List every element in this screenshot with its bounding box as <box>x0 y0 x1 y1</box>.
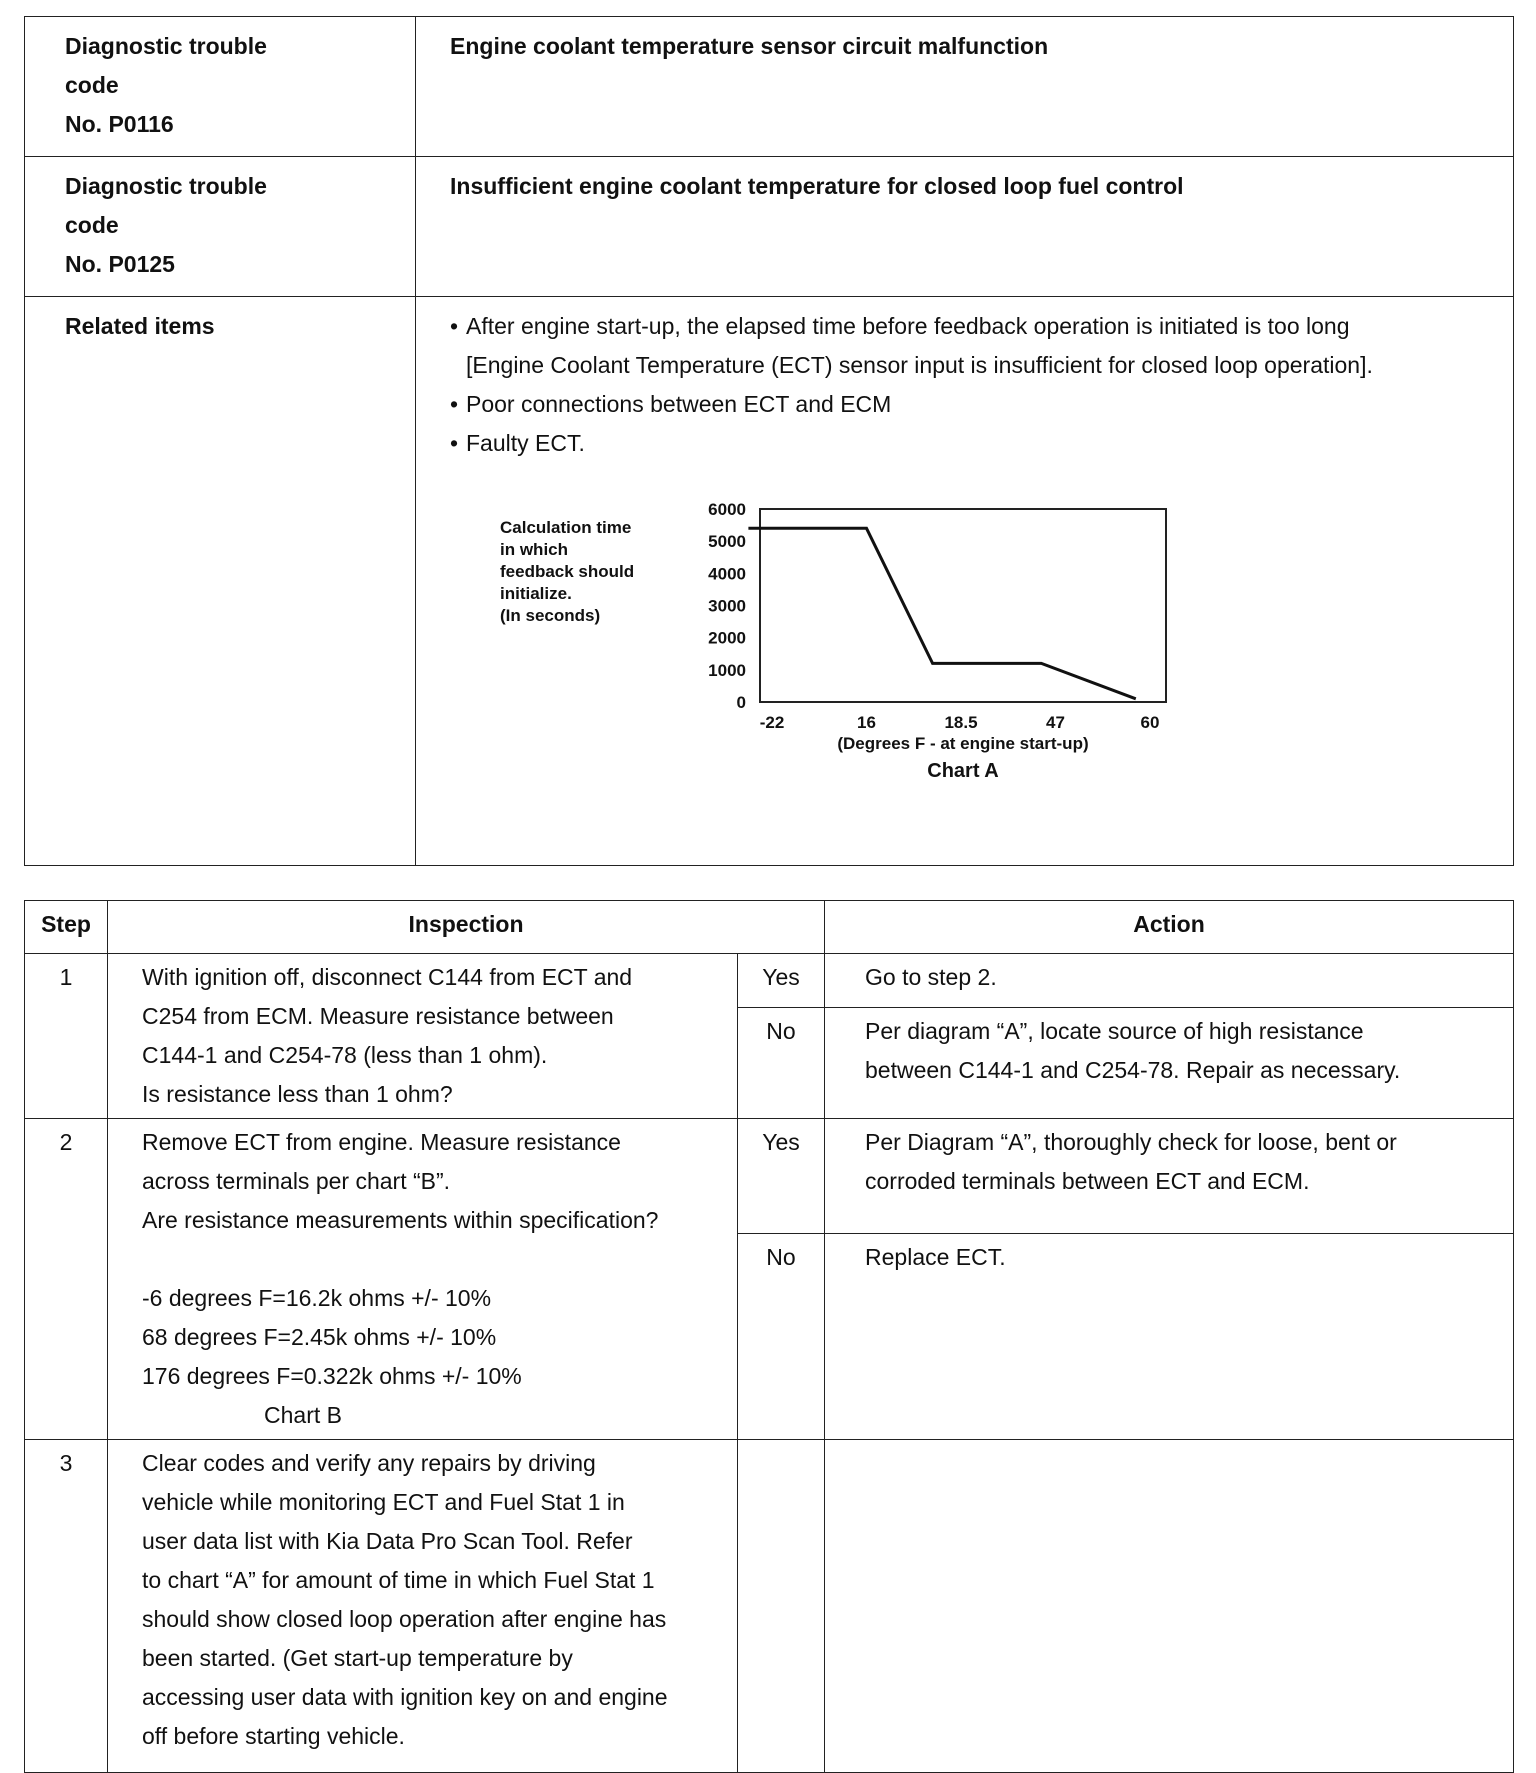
chart-title: Chart A <box>927 760 999 782</box>
step-row-1 <box>25 954 1514 1008</box>
spec-line: 68 degrees F=2.45k ohms +/- 10% <box>142 1324 497 1350</box>
inspection-line: across terminals per chart “B”. <box>142 1168 451 1194</box>
inspection-line: off before starting vehicle. <box>142 1723 405 1749</box>
step-inspection <box>108 1440 738 1773</box>
inspection-line: to chart “A” for amount of time in which Fuel Stat 1 <box>142 1567 655 1593</box>
inspection-line: Are resistance measurements within specification? <box>142 1207 659 1233</box>
chart-ylabel-line: feedback should <box>500 562 635 581</box>
chart-y-ticks <box>708 500 746 712</box>
related-item <box>450 385 1493 424</box>
inspection-line: been started. (Get start-up temperature by <box>142 1645 573 1671</box>
related-item <box>450 307 1493 385</box>
no-action <box>825 1234 1514 1440</box>
chart-ylabel-line: in which <box>500 540 568 559</box>
inspection-line: Remove ECT from engine. Measure resistance <box>142 1129 621 1155</box>
chart-plot-frame <box>760 509 1166 702</box>
chart-series <box>748 528 1135 699</box>
related-item <box>450 424 1493 463</box>
chart-y-tick-label: 0 <box>736 693 746 712</box>
action-line: Go to step 2. <box>865 964 997 990</box>
chart-y-tick-label: 2000 <box>708 628 746 648</box>
related-item-text: After engine start-up, the elapsed time before feedback operation is initiated is too long <box>466 313 1350 339</box>
inspection-line: should show closed loop operation after engine has <box>142 1606 667 1632</box>
dtc-label <box>25 157 416 297</box>
action-empty <box>825 1440 1514 1773</box>
action-header: Action <box>825 901 1514 954</box>
spec-line: 176 degrees F=0.322k ohms +/- 10% <box>142 1363 522 1389</box>
related-items-list <box>450 307 1493 463</box>
step-header: Step <box>25 901 108 954</box>
step-inspection <box>108 1119 738 1440</box>
inspection-line: C254 from ECM. Measure resistance between <box>142 1003 614 1029</box>
chart-x-tick-label: 16 <box>857 713 876 732</box>
inspection-line: vehicle while monitoring ECT and Fuel Stat 1 in <box>142 1489 625 1515</box>
yes-action <box>825 954 1514 1008</box>
chart-y-tick-label: 6000 <box>708 500 746 519</box>
step-number: 3 <box>25 1440 108 1773</box>
step-row-3 <box>25 1440 1514 1773</box>
chart-x-tick-label: -22 <box>759 713 785 732</box>
yes-no-empty <box>738 1440 825 1773</box>
chart-x-tick-label: 47 <box>1046 713 1065 732</box>
inspection-line: C144-1 and C254-78 (less than 1 ohm). <box>142 1042 548 1068</box>
dtc-label-line: code <box>65 212 119 238</box>
chart-y-axis-label <box>500 518 634 625</box>
inspection-line: user data list with Kia Data Pro Scan Tool. Refer <box>142 1528 633 1554</box>
no-action <box>825 1008 1514 1119</box>
related-item-text: Faulty ECT. <box>466 430 585 456</box>
chart-a <box>450 487 1450 787</box>
dtc-code: No. P0125 <box>65 251 175 277</box>
no-label: No <box>738 1234 825 1440</box>
action-line: Replace ECT. <box>865 1244 1006 1270</box>
step-inspection <box>108 954 738 1119</box>
action-line: Per Diagram “A”, thoroughly check for loose, bent or <box>865 1129 1397 1155</box>
inspection-line: Is resistance less than 1 ohm? <box>142 1081 453 1107</box>
dtc-description: Engine coolant temperature sensor circuit malfunction <box>416 17 1514 157</box>
chart-b-label: Chart B <box>264 1402 342 1428</box>
dtc-info-table <box>24 16 1514 866</box>
dtc-label-line: Diagnostic trouble <box>65 33 267 59</box>
dtc-label <box>25 17 416 157</box>
chart-x-axis-label: (Degrees F - at engine start-up) <box>837 734 1089 753</box>
dtc-row-p0116 <box>25 17 1514 157</box>
action-line: corroded terminals between ECT and ECM. <box>865 1168 1310 1194</box>
chart-ylabel-line: initialize. <box>500 584 572 603</box>
chart-x-tick-label: 18.5 <box>944 713 978 732</box>
step-row-2 <box>25 1119 1514 1234</box>
chart-a-svg <box>450 487 1450 787</box>
dtc-description: Insufficient engine coolant temperature for closed loop fuel control <box>416 157 1514 297</box>
chart-y-tick-label: 4000 <box>708 564 746 584</box>
dtc-label-line: code <box>65 72 119 98</box>
dtc-row-p0125 <box>25 157 1514 297</box>
chart-ylabel-line: (In seconds) <box>500 606 601 625</box>
action-line: between C144-1 and C254-78. Repair as necessary. <box>865 1057 1401 1083</box>
step-number: 1 <box>25 954 108 1119</box>
related-item-text: Poor connections between ECT and ECM <box>466 391 892 417</box>
document-page <box>24 16 1514 1773</box>
spacer <box>142 1240 727 1279</box>
steps-header-row <box>25 901 1514 954</box>
related-items-label: Related items <box>25 297 416 866</box>
inspection-header: Inspection <box>108 901 825 954</box>
yes-action <box>825 1119 1514 1234</box>
no-label: No <box>738 1008 825 1119</box>
step-number: 2 <box>25 1119 108 1440</box>
related-items-row <box>25 297 1514 866</box>
dtc-code: No. P0116 <box>65 111 174 137</box>
dtc-label-line: Diagnostic trouble <box>65 173 267 199</box>
inspection-line: accessing user data with ignition key on and engine <box>142 1684 668 1710</box>
inspection-line: Clear codes and verify any repairs by driving <box>142 1450 596 1476</box>
inspection-steps-table <box>24 900 1514 1773</box>
related-items-cell <box>416 297 1514 866</box>
chart-series-line <box>748 528 1135 699</box>
spec-line: -6 degrees F=16.2k ohms +/- 10% <box>142 1285 492 1311</box>
chart-y-tick-label: 3000 <box>708 596 746 616</box>
chart-x-ticks <box>760 713 1160 732</box>
yes-label: Yes <box>738 1119 825 1234</box>
yes-label: Yes <box>738 954 825 1008</box>
chart-ylabel-line: Calculation time <box>500 518 632 537</box>
chart-y-tick-label: 1000 <box>708 660 746 680</box>
chart-y-tick-label: 5000 <box>708 532 746 552</box>
action-line: Per diagram “A”, locate source of high resistance <box>865 1018 1364 1044</box>
inspection-line: With ignition off, disconnect C144 from ECT and <box>142 964 633 990</box>
chart-x-tick-label: 60 <box>1140 713 1160 732</box>
related-item-text: [Engine Coolant Temperature (ECT) sensor input is insufficient for closed loop operation]. <box>466 352 1373 378</box>
